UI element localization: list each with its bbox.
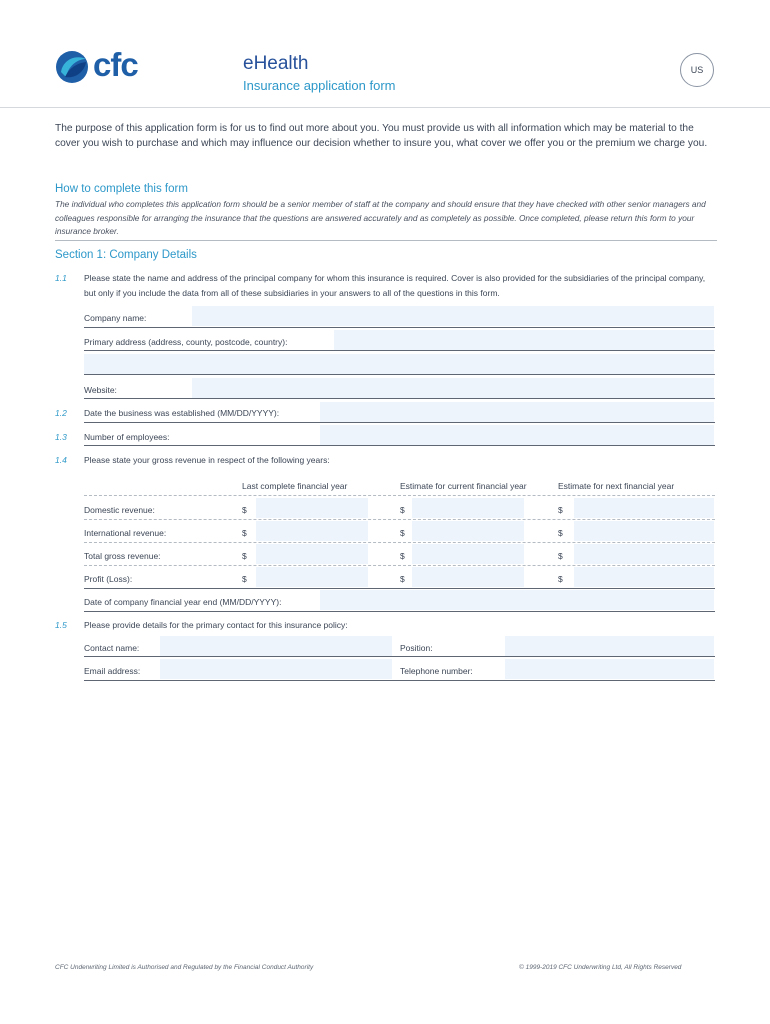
section-divider — [55, 240, 717, 241]
domestic-revenue-current-input[interactable] — [412, 498, 524, 518]
currency-symbol: $ — [242, 574, 247, 584]
field-underline — [84, 588, 715, 589]
total-gross-revenue-label: Total gross revenue: — [84, 551, 161, 561]
currency-symbol: $ — [400, 528, 405, 538]
page-subtitle: Insurance application form — [243, 78, 396, 93]
question-text: Please state the name and address of the principal company for whom this insurance is required. Cover is also provided for the subsidiaries of the principal company, but only if you include the data from all of these subsidiaries in your answers to all of the questions in this form. — [84, 273, 706, 298]
row-divider — [84, 519, 715, 520]
date-established-input[interactable] — [320, 402, 714, 422]
row-divider — [84, 495, 715, 496]
field-underline — [84, 398, 715, 399]
year-end-label: Date of company financial year end (MM/DD/YYYY): — [84, 597, 282, 607]
currency-symbol: $ — [558, 528, 563, 538]
international-revenue-label: International revenue: — [84, 528, 167, 538]
domestic-revenue-label: Domestic revenue: — [84, 505, 155, 515]
profit-loss-last-input[interactable] — [256, 567, 368, 587]
cfc-logo-icon — [55, 50, 89, 84]
employees-label: Number of employees: — [84, 432, 170, 442]
telephone-label: Telephone number: — [400, 666, 473, 676]
position-input[interactable] — [505, 636, 714, 656]
column-header-current-year: Estimate for current financial year — [400, 481, 527, 491]
employees-input[interactable] — [320, 425, 714, 445]
question-number: 1.3 — [55, 432, 67, 442]
column-header-last-year: Last complete financial year — [242, 481, 348, 491]
currency-symbol: $ — [242, 528, 247, 538]
currency-symbol: $ — [242, 505, 247, 515]
question-number: 1.4 — [55, 455, 67, 465]
question-number: 1.1 — [55, 273, 67, 283]
email-input[interactable] — [160, 659, 392, 679]
cfc-logo-text: cfc — [93, 46, 138, 83]
primary-address-input-line-2[interactable] — [84, 354, 714, 374]
total-gross-revenue-last-input[interactable] — [256, 544, 368, 564]
question-text: Please provide details for the primary contact for this insurance policy: — [84, 620, 348, 630]
email-label: Email address: — [84, 666, 141, 676]
row-divider — [84, 542, 715, 543]
year-end-input[interactable] — [320, 590, 714, 610]
currency-symbol: $ — [400, 505, 405, 515]
question-number: 1.2 — [55, 408, 67, 418]
currency-symbol: $ — [400, 551, 405, 561]
section-1-heading: Section 1: Company Details — [55, 249, 197, 261]
primary-address-label: Primary address (address, county, postcode, country): — [84, 337, 288, 347]
position-label: Position: — [400, 643, 433, 653]
header-divider — [0, 107, 770, 108]
currency-symbol: $ — [400, 574, 405, 584]
field-underline — [84, 445, 715, 446]
currency-symbol: $ — [558, 574, 563, 584]
how-to-heading: How to complete this form — [55, 183, 188, 195]
primary-address-input[interactable] — [334, 330, 714, 350]
field-underline — [84, 656, 715, 657]
field-underline — [84, 422, 715, 423]
footer-copyright: © 1999-2019 CFC Underwriting Ltd, All Rights Reserved — [519, 964, 682, 971]
field-underline — [84, 611, 715, 612]
how-to-text: The individual who completes this application form should be a senior member of staff at the company and should ensure that they have checked with other senior managers and colleagues responsible for arranging the insurance that the questions are answered accurately and as completely as possible. Once completed, please return this form to your insurance broker. — [55, 199, 706, 236]
region-badge: US — [680, 53, 714, 87]
page-title: eHealth — [243, 53, 309, 74]
total-gross-revenue-next-input[interactable] — [574, 544, 714, 564]
column-header-next-year: Estimate for next financial year — [558, 481, 675, 491]
domestic-revenue-last-input[interactable] — [256, 498, 368, 518]
footer-regulatory-text: CFC Underwriting Limited is Authorised and Regulated by the Financial Conduct Authority — [55, 964, 314, 971]
field-underline — [84, 374, 715, 375]
profit-loss-label: Profit (Loss): — [84, 574, 133, 584]
intro-paragraph: The purpose of this application form is for us to find out more about you. You must provide us with all information which may be material to the cover you wish to purchase and which may influence our decision whether to insure you, what cover we offer you or the premium we charge you. — [55, 123, 708, 149]
currency-symbol: $ — [558, 551, 563, 561]
date-established-label: Date the business was established (MM/DD/YYYY): — [84, 408, 280, 418]
domestic-revenue-next-input[interactable] — [574, 498, 714, 518]
currency-symbol: $ — [558, 505, 563, 515]
currency-symbol: $ — [242, 551, 247, 561]
total-gross-revenue-current-input[interactable] — [412, 544, 524, 564]
contact-name-label: Contact name: — [84, 643, 140, 653]
profit-loss-next-input[interactable] — [574, 567, 714, 587]
profit-loss-current-input[interactable] — [412, 567, 524, 587]
field-underline — [84, 350, 715, 351]
row-divider — [84, 565, 715, 566]
website-input[interactable] — [192, 378, 714, 398]
question-text: Please state your gross revenue in respect of the following years: — [84, 455, 330, 465]
international-revenue-last-input[interactable] — [256, 521, 368, 541]
field-underline — [84, 327, 715, 328]
company-name-label: Company name: — [84, 313, 147, 323]
question-number: 1.5 — [55, 620, 67, 630]
contact-name-input[interactable] — [160, 636, 392, 656]
international-revenue-current-input[interactable] — [412, 521, 524, 541]
international-revenue-next-input[interactable] — [574, 521, 714, 541]
telephone-input[interactable] — [505, 659, 714, 679]
field-underline — [84, 680, 715, 681]
company-name-input[interactable] — [192, 306, 714, 326]
website-label: Website: — [84, 385, 117, 395]
